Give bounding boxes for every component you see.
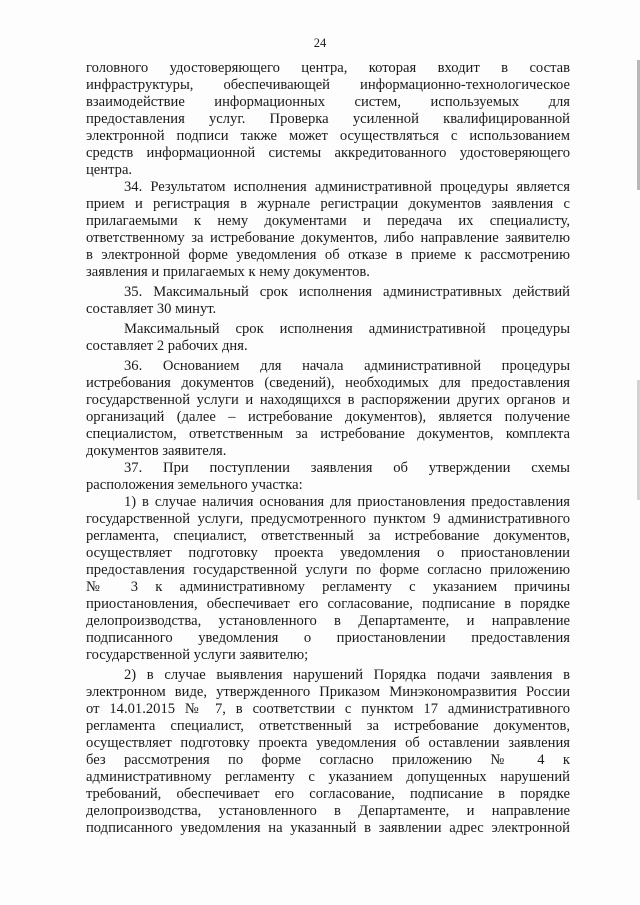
text-line: электронной подписи также может осуществляться с использованием	[86, 128, 570, 144]
text-line: требований, обеспечивает его согласование, подписание в порядке	[86, 786, 570, 802]
text-line: специалистом, ответственным за истребование документов, комплекта	[86, 426, 570, 442]
page-number: 24	[313, 36, 327, 50]
text-line: 34. Результатом исполнения административной процедуры является	[124, 179, 570, 195]
text-line: от 14.01.2015 № 7, в соответствии с пунктом 17 административного	[86, 701, 570, 717]
text-line: средств информационной системы аккредитованного удостоверяющего	[86, 145, 570, 161]
text-line: регламента, специалист, ответственный за истребование документов,	[86, 528, 570, 544]
text-line: 35. Максимальный срок исполнения административных действий	[124, 284, 570, 300]
text-line: осуществляет подготовку проекта уведомления об оставлении заявления	[86, 735, 570, 751]
text-line: 1) в случае наличия основания для приостановления предоставления	[124, 494, 570, 510]
text-line: инфраструктуры, обеспечивающей информационно-технологическое	[86, 77, 570, 93]
text-line: документов заявителя.	[86, 443, 227, 459]
text-line: регламента специалист, ответственный за истребование документов,	[86, 718, 570, 734]
text-line: приостановления, обеспечивает его согласование, подписание в порядке	[86, 596, 570, 612]
text-line: 36. Основанием для начала административной процедуры	[124, 358, 570, 374]
text-line: государственной услуги заявителю;	[86, 647, 309, 663]
text-line: подписанного уведомления о приостановлении предоставления	[86, 630, 570, 646]
text-line: осуществляет подготовку проекта уведомления о приостановлении	[86, 545, 570, 561]
text-line: предоставления услуг. Проверка усиленной квалифицированной	[86, 111, 570, 127]
text-line: 2) в случае выявления нарушений Порядка подачи заявления в	[124, 667, 570, 683]
text-line: составляет 2 рабочих дня.	[86, 338, 248, 354]
text-line: головного удостоверяющего центра, которая входит в состав	[86, 60, 570, 76]
text-line: государственной услуги, предусмотренного пунктом 9 административного	[86, 511, 570, 527]
text-line: 37. При поступлении заявления об утверждении схемы	[124, 460, 570, 476]
text-line: прилагаемыми к нему документами и передача их специалисту,	[86, 213, 570, 229]
text-line: административному регламенту с указанием допущенных нарушений	[86, 769, 570, 785]
text-line: ответственному за истребование документов, либо направление заявителю	[86, 230, 570, 246]
text-line: составляет 30 минут.	[86, 301, 217, 317]
text-line: заявления и прилагаемых к нему документов.	[86, 264, 370, 280]
text-line: электронном виде, утвержденного Приказом Минэкономразвития России	[86, 684, 570, 700]
text-line: организаций (далее – истребование документов), является получение	[86, 409, 570, 425]
text-line: центра.	[86, 162, 133, 178]
text-line: взаимодействие информационных систем, используемых для	[86, 94, 570, 110]
text-line: подписанного уведомления на указанный в заявлении адрес электронной	[86, 820, 570, 836]
document-body	[86, 60, 570, 837]
text-line: в электронной форме уведомления об отказе в приеме к рассмотрению	[86, 247, 570, 263]
text-line: без рассмотрения по форме согласно приложению № 4 к	[86, 752, 570, 768]
text-line: делопроизводства, установленного в Департаменте, и направление	[86, 803, 570, 819]
text-line: Максимальный срок исполнения административной процедуры	[124, 321, 570, 337]
text-line: расположения земельного участка:	[86, 477, 303, 493]
text-line: прием и регистрация в журнале регистрации документов заявления с	[86, 196, 570, 212]
text-line: государственной услуги и находящихся в распоряжении других органов и	[86, 392, 570, 408]
text-line: делопроизводства, установленного в Департаменте, и направление	[86, 613, 570, 629]
text-line: истребования документов (сведений), необходимых для предоставления	[86, 375, 570, 391]
text-line: № 3 к административному регламенту с указанием причины	[86, 579, 570, 595]
text-line: предоставления государственной услуги по форме согласно приложению	[86, 562, 570, 578]
